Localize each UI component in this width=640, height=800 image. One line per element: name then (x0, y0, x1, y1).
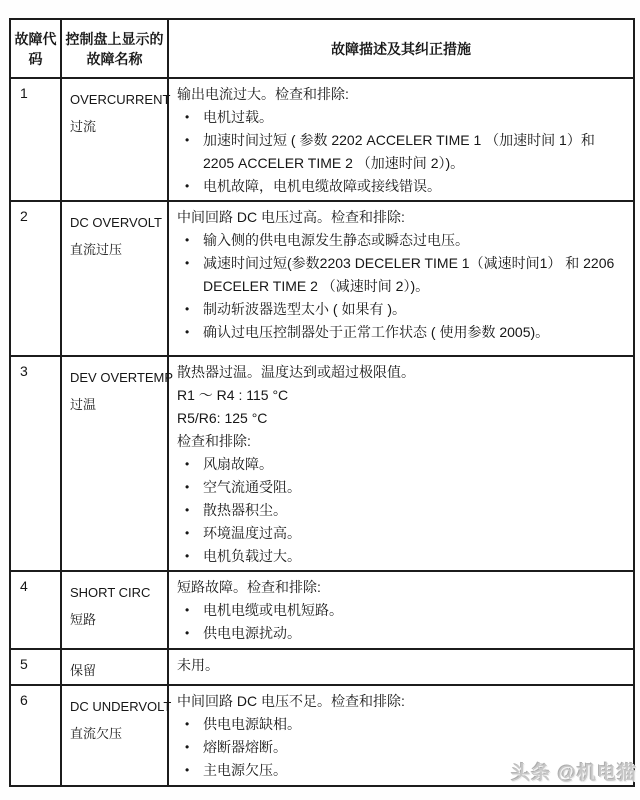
fault-name-line: DEV OVERTEMP (70, 370, 174, 385)
fault-description-cell (168, 78, 634, 201)
bullet-item (177, 298, 627, 321)
fault-name-line: 直流过压 (70, 242, 123, 257)
bullet-text: 供电电源缺相。 (203, 716, 301, 732)
bullet-text: 电机过载。 (203, 109, 273, 125)
fault-code-table (9, 18, 635, 787)
bullet-text: 熔断器熔断。 (203, 739, 287, 755)
fault-name-line: 保留 (70, 663, 97, 678)
fault-name-line: DC UNDERVOLT (70, 699, 172, 714)
table-header (10, 19, 634, 78)
bullet-text: 电机故障，电机电缆故障或接线错误。 (203, 178, 441, 194)
bullet-item (177, 175, 627, 198)
fault-code-cell: 2 (10, 201, 61, 356)
bullet-item (177, 129, 627, 175)
bullet-icon: • (185, 763, 190, 777)
bullet-item (177, 453, 627, 476)
bullet-item (177, 499, 627, 522)
bullet-icon: • (185, 457, 190, 471)
fault-code-cell: 5 (10, 649, 61, 685)
bullet-icon: • (185, 325, 190, 339)
fault-name-cell (61, 649, 168, 685)
bullet-text: 制动斩波器选型太小 ( 如果有 )。 (203, 301, 406, 317)
header-fault-name: 控制盘上显示的故障名称 (61, 19, 168, 78)
bullet-item (177, 476, 627, 499)
bullet-text: 电机负载过大。 (203, 548, 301, 564)
bullet-icon: • (185, 302, 190, 316)
header-row (10, 19, 634, 78)
bullet-icon: • (185, 233, 190, 247)
bullet-item (177, 622, 627, 645)
bullet-text: 供电电源扰动。 (203, 625, 301, 641)
fault-description-cell (168, 356, 634, 571)
fault-code-cell: 6 (10, 685, 61, 786)
bullet-icon: • (185, 133, 190, 147)
bullet-icon: • (185, 626, 190, 640)
bullet-item (177, 599, 627, 622)
bullet-text: 输入侧的供电电源发生静态或瞬态过电压。 (203, 232, 469, 248)
description-line: R1 ～ R4 : 115 °C (177, 387, 289, 403)
bullet-text: 散热器积尘。 (203, 502, 287, 518)
description-line: 中间回路 DC 电压不足。检查和排除: (177, 693, 405, 709)
bullet-icon: • (185, 549, 190, 563)
fault-name-cell (61, 685, 172, 786)
description-line: R5/R6: 125 °C (177, 410, 268, 426)
header-fault-code: 故障代码 (10, 19, 61, 78)
bullet-icon: • (185, 256, 190, 270)
bullet-icon: • (185, 480, 190, 494)
description-line: 检查和排除: (177, 433, 251, 449)
table-row (10, 78, 634, 201)
description-line: 未用。 (177, 657, 219, 673)
fault-name-cell (61, 201, 168, 356)
fault-name-line: 过温 (70, 397, 97, 412)
description-line: 散热器过温。温度达到或超过极限值。 (177, 364, 415, 380)
bullet-icon: • (185, 740, 190, 754)
description-line: 输出电流过大。检查和排除: (177, 86, 349, 102)
fault-name-line: SHORT CIRC (70, 585, 151, 600)
bullet-item (177, 229, 627, 252)
fault-name-cell (61, 571, 168, 649)
bullet-text: 减速时间过短(参数2203 DECELER TIME 1（减速时间1） 和 2206 DECELER TIME 2 （减速时间 2）)。 (203, 255, 615, 294)
bullet-text: 电机电缆或电机短路。 (203, 602, 343, 618)
fault-code-cell: 3 (10, 356, 61, 571)
bullet-item (177, 545, 627, 568)
bullet-text: 主电源欠压。 (203, 762, 287, 778)
bullet-item (177, 321, 627, 344)
fault-name-cell (61, 78, 171, 201)
description-line: 中间回路 DC 电压过高。检查和排除: (177, 209, 405, 225)
table-row (10, 571, 634, 649)
bullet-text: 确认过电压控制器处于正常工作状态 ( 使用参数 2005)。 (203, 324, 550, 340)
bullet-icon: • (185, 526, 190, 540)
fault-name-line: 短路 (70, 612, 97, 627)
watermark: 头条 @机电猫 (511, 763, 637, 784)
bullet-icon: • (185, 179, 190, 193)
bullet-item (177, 106, 627, 129)
fault-name-line: 过流 (70, 119, 97, 134)
bullet-text: 加速时间过短 ( 参数 2202 ACCELER TIME 1 （加速时间 1）和 2205 ACCELER TIME 2 （加速时间 2）)。 (203, 132, 595, 171)
bullet-icon: • (185, 717, 190, 731)
fault-name-cell (61, 356, 174, 571)
fault-name-line: 直流欠压 (70, 726, 123, 741)
bullet-item (177, 252, 627, 298)
fault-code-cell: 1 (10, 78, 61, 201)
table-row (10, 201, 634, 356)
fault-code-cell: 4 (10, 571, 61, 649)
fault-name-line: OVERCURRENT (70, 92, 171, 107)
bullet-icon: • (185, 503, 190, 517)
fault-name-line: DC OVERVOLT (70, 215, 162, 230)
bullet-icon: • (185, 110, 190, 124)
fault-description-cell (168, 201, 634, 356)
bullet-icon: • (185, 603, 190, 617)
bullet-text: 环境温度过高。 (203, 525, 301, 541)
table-row (10, 649, 634, 685)
table-body (10, 78, 634, 786)
bullet-text: 空气流通受阻。 (203, 479, 301, 495)
header-fault-description: 故障描述及其纠正措施 (168, 19, 634, 78)
fault-description-cell (168, 649, 634, 685)
table-row (10, 356, 634, 571)
bullet-item (177, 522, 627, 545)
bullet-item (177, 736, 627, 759)
bullet-text: 风扇故障。 (203, 456, 273, 472)
bullet-item (177, 713, 627, 736)
fault-description-cell (168, 571, 634, 649)
description-line: 短路故障。检查和排除: (177, 579, 321, 595)
